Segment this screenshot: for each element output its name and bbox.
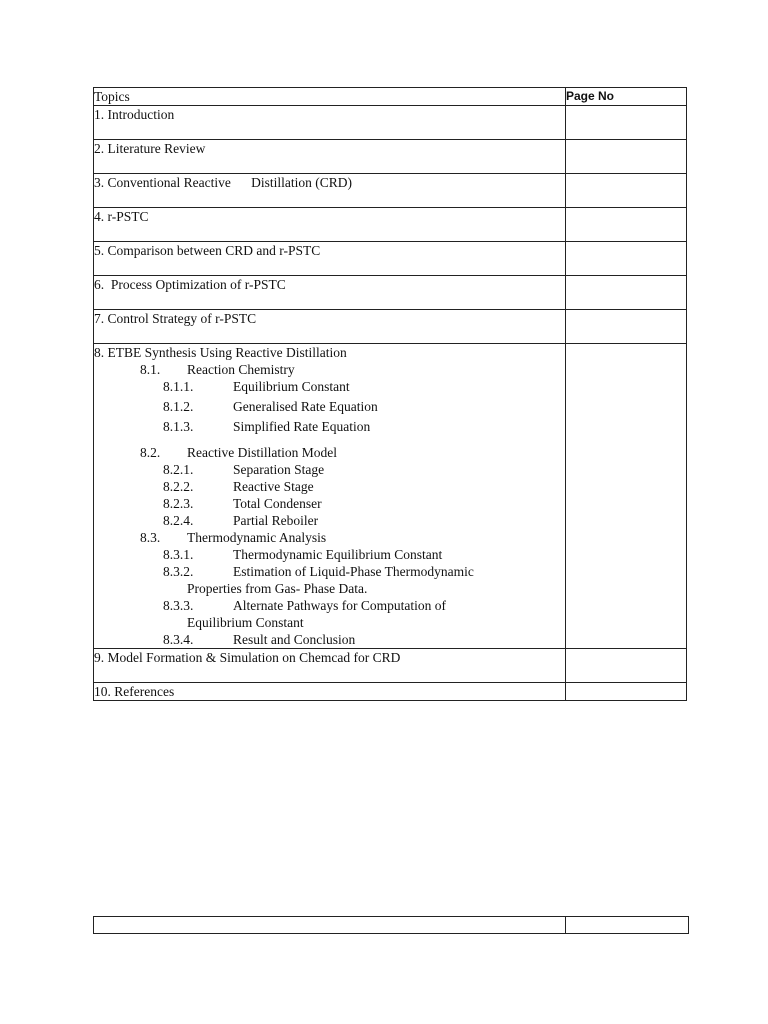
toc-item <box>94 398 565 415</box>
table-row <box>94 276 687 310</box>
table-row <box>94 242 687 276</box>
topic-cell: 9. Model Formation & Simulation on Chemcad for CRD <box>94 649 566 683</box>
item-number: 8.3.3. <box>163 598 194 613</box>
item-label: Total Condenser <box>233 496 322 511</box>
footer-row <box>94 917 689 934</box>
item-label: Separation Stage <box>233 462 325 477</box>
toc-item <box>94 418 565 435</box>
topic-cell: 10. References <box>94 683 566 701</box>
table-row <box>94 310 687 344</box>
item-label: Thermodynamic Equilibrium Constant <box>233 547 443 562</box>
topic-cell: 7. Control Strategy of r-PSTC <box>94 310 566 344</box>
item-label: Equilibrium Constant <box>233 379 350 394</box>
toc-item <box>94 546 565 563</box>
topics-header: Topics <box>94 88 566 106</box>
subsection-label: Reaction Chemistry <box>187 362 295 377</box>
subsection-number: 8.1. <box>140 362 161 377</box>
item-label: Generalised Rate Equation <box>233 399 378 414</box>
subsection-8-1 <box>94 361 565 378</box>
table-of-contents <box>93 87 687 701</box>
page-cell <box>566 344 687 649</box>
page-cell <box>566 242 687 276</box>
topic-cell: 5. Comparison between CRD and r-PSTC <box>94 242 566 276</box>
item-label: Result and Conclusion <box>233 632 356 647</box>
subsection-label: Reactive Distillation Model <box>187 445 337 460</box>
topic-cell: 3. Conventional Reactive Distillation (CRD) <box>94 174 566 208</box>
topic-cell: 4. r-PSTC <box>94 208 566 242</box>
item-number: 8.1.1. <box>163 379 194 394</box>
item-number: 8.3.1. <box>163 547 194 562</box>
toc-item <box>94 495 565 512</box>
item-continuation: Properties from Gas- Phase Data. <box>187 581 368 596</box>
table-row <box>94 106 687 140</box>
page-cell <box>566 649 687 683</box>
table-row <box>94 174 687 208</box>
item-label: Simplified Rate Equation <box>233 419 371 434</box>
footer-left-cell <box>94 917 566 934</box>
item-number: 8.3.4. <box>163 632 194 647</box>
topic-cell: 1. Introduction <box>94 106 566 140</box>
toc-item <box>94 461 565 478</box>
item-number: 8.2.4. <box>163 513 194 528</box>
item-number: 8.2.3. <box>163 496 194 511</box>
item-label: Reactive Stage <box>233 479 314 494</box>
table-row <box>94 344 687 649</box>
toc-item <box>94 478 565 495</box>
page-no-header: Page No <box>566 88 687 106</box>
page-cell <box>566 106 687 140</box>
topic-cell: 2. Literature Review <box>94 140 566 174</box>
subsection-number: 8.2. <box>140 445 161 460</box>
page-cell <box>566 310 687 344</box>
section8-cell <box>94 344 566 649</box>
toc-item <box>94 597 565 614</box>
item-number: 8.1.3. <box>163 419 194 434</box>
section8-title: 8. ETBE Synthesis Using Reactive Distillation <box>94 345 347 360</box>
table-row <box>94 140 687 174</box>
footer-right-cell <box>566 917 689 934</box>
toc-item <box>94 631 565 648</box>
page-cell <box>566 683 687 701</box>
page-cell <box>566 208 687 242</box>
table-row <box>94 649 687 683</box>
subsection-number: 8.3. <box>140 530 161 545</box>
toc-item <box>94 563 565 580</box>
subsection-8-3 <box>94 529 565 546</box>
table-row <box>94 208 687 242</box>
page-cell <box>566 276 687 310</box>
footer-table <box>93 916 689 934</box>
topic-cell: 6. Process Optimization of r-PSTC <box>94 276 566 310</box>
header-row <box>94 88 687 106</box>
item-label: Alternate Pathways for Computation of <box>233 598 446 613</box>
item-number: 8.3.2. <box>163 564 194 579</box>
subsection-label: Thermodynamic Analysis <box>187 530 327 545</box>
table-row <box>94 683 687 701</box>
item-label: Estimation of Liquid-Phase Thermodynamic <box>233 564 474 579</box>
page-cell <box>566 174 687 208</box>
subsection-8-2 <box>94 444 565 461</box>
toc-item <box>94 512 565 529</box>
toc-item <box>94 378 565 395</box>
item-number: 8.2.1. <box>163 462 194 477</box>
item-number: 8.1.2. <box>163 399 194 414</box>
page-cell <box>566 140 687 174</box>
item-number: 8.2.2. <box>163 479 194 494</box>
item-continuation: Equilibrium Constant <box>187 615 304 630</box>
item-label: Partial Reboiler <box>233 513 319 528</box>
